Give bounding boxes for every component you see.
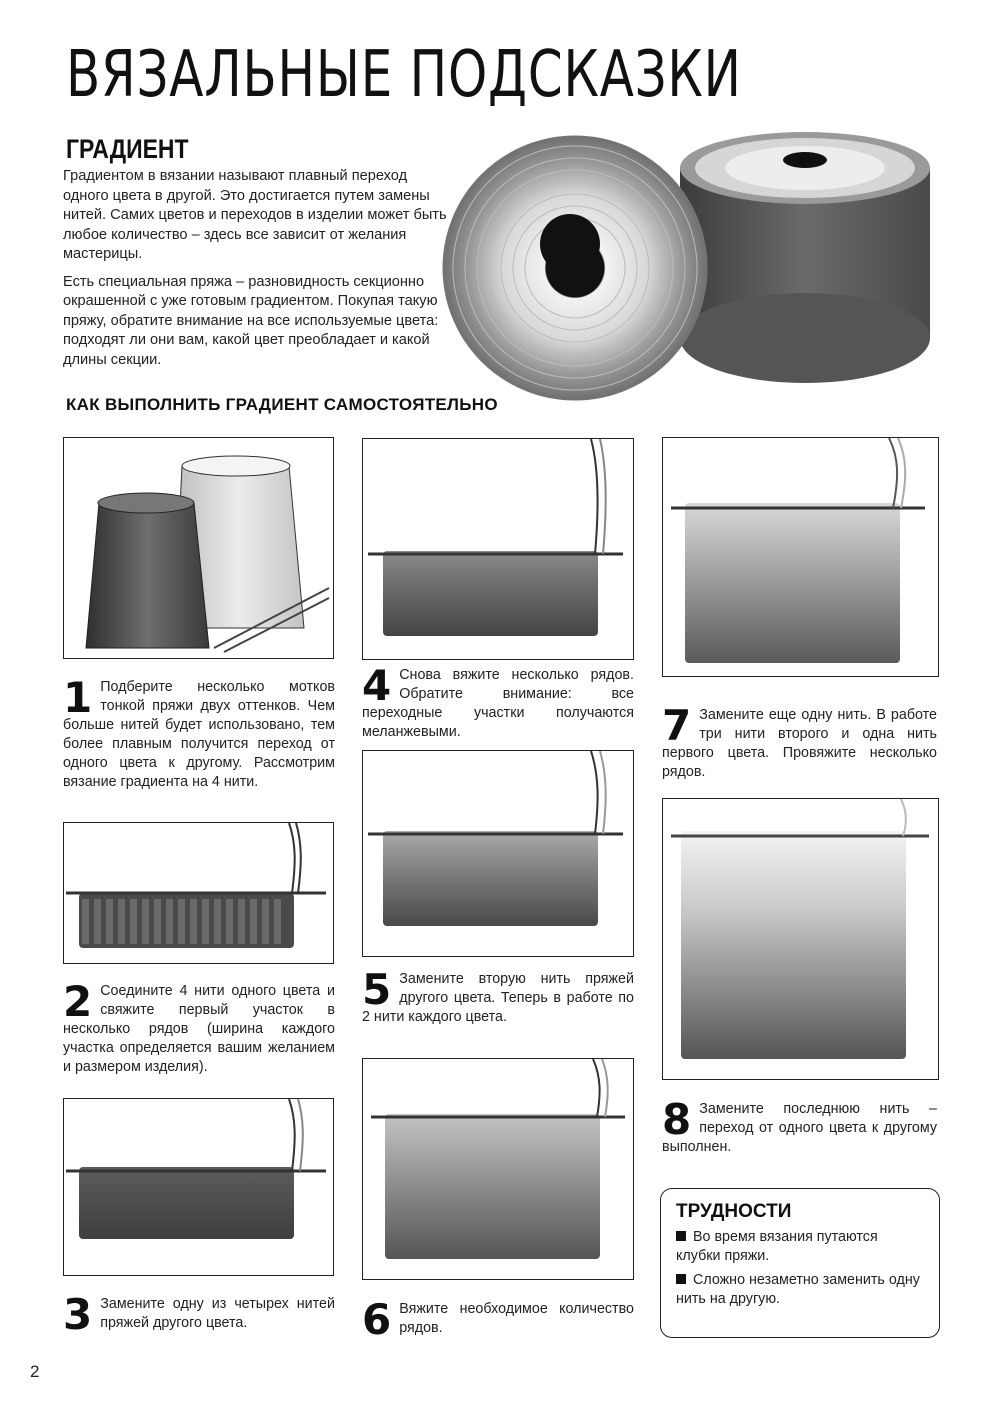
step-6-image xyxy=(362,1058,634,1280)
step-4-image xyxy=(362,438,634,660)
step-8 xyxy=(662,1095,937,1157)
difficulties-title: ТРУДНОСТИ xyxy=(676,1201,792,1222)
difficulty-item-text: Сложно незаметно заменить одну нить на другую. xyxy=(676,1272,920,1307)
step-1-image xyxy=(63,437,334,659)
step-2-image xyxy=(63,822,334,964)
section-title-gradient: ГРАДИЕНТ xyxy=(66,134,189,164)
difficulty-item xyxy=(676,1228,925,1266)
step-5 xyxy=(362,965,634,1027)
step-4-number: 4 xyxy=(362,661,392,710)
step-7 xyxy=(662,701,937,782)
step-3-number: 3 xyxy=(63,1290,93,1339)
step-4 xyxy=(362,661,634,742)
step-1-text: Подберите несколько мотков тонкой пряжи двух оттенков. Чем больше нитей будет использовано, тем более плавным получится переход от одного цвета к другому. Рассмотрим вязание градиента на 4 нити. xyxy=(63,679,335,790)
step-7-image xyxy=(662,437,939,677)
step-7-number: 7 xyxy=(662,701,692,750)
square-bullet-icon xyxy=(676,1274,686,1284)
step-5-number: 5 xyxy=(362,965,392,1014)
page-title: ВЯЗАЛЬНЫЕ ПОДСКАЗКИ xyxy=(66,38,742,112)
step-8-number: 8 xyxy=(662,1095,692,1144)
step-6-text: Вяжите необходимое количество рядов. xyxy=(399,1301,634,1336)
page-number: 2 xyxy=(30,1362,40,1381)
step-6-number: 6 xyxy=(362,1295,392,1344)
square-bullet-icon xyxy=(676,1231,686,1241)
intro-paragraph-1: Градиентом в вязании называют плавный переход одного цвета в другой. Это достигается путем замены нитей. Самих цветов и переходов в изделии может быть любое количество – здесь все зависит от желания мастерицы. xyxy=(63,168,447,262)
intro-paragraph-2: Есть специальная пряжа – разновидность секционно окрашенной с уже готовым градиентом. Покупая такую пряжу, обратите внимание на все используемые цвета: подходят ли они вам, какой цвет преобладает и какой длины секции. xyxy=(63,273,439,368)
difficulties-box xyxy=(660,1188,940,1338)
difficulty-item xyxy=(676,1271,925,1309)
step-3 xyxy=(63,1290,335,1339)
step-3-text: Замените одну из четырех нитей пряжей другого цвета. xyxy=(100,1296,335,1331)
step-2-number: 2 xyxy=(63,977,93,1026)
step-4-text: Снова вяжите несколько рядов. Обратите внимание: все переходные участки получаются меланжевыми. xyxy=(362,667,634,740)
step-2-text: Соедините 4 нити одного цвета и свяжите первый участок в несколько рядов (ширина каждого участка определяется вашим желанием и размером изделия). xyxy=(63,983,335,1075)
step-1 xyxy=(63,673,335,792)
step-1-number: 1 xyxy=(63,673,93,722)
step-8-text: Замените последнюю нить – переход от одного цвета к другому выполнен. xyxy=(662,1101,937,1155)
step-7-text: Замените еще одну нить. В работе три нити второго и одна нить первого цвета. Провяжите несколько рядов. xyxy=(662,707,937,780)
step-8-image xyxy=(662,798,939,1080)
intro-text xyxy=(63,167,448,378)
step-5-text: Замените вторую нить пряжей другого цвета. Теперь в работе по 2 нити каждого цвета. xyxy=(362,971,634,1025)
step-6 xyxy=(362,1295,634,1344)
howto-title: КАК ВЫПОЛНИТЬ ГРАДИЕНТ САМОСТОЯТЕЛЬНО xyxy=(66,395,498,414)
step-3-image xyxy=(63,1098,334,1276)
difficulty-item-text: Во время вязания путаются клубки пряжи. xyxy=(676,1229,878,1264)
yarn-cake-illustration xyxy=(440,128,940,403)
step-5-image xyxy=(362,750,634,957)
step-2 xyxy=(63,977,335,1077)
